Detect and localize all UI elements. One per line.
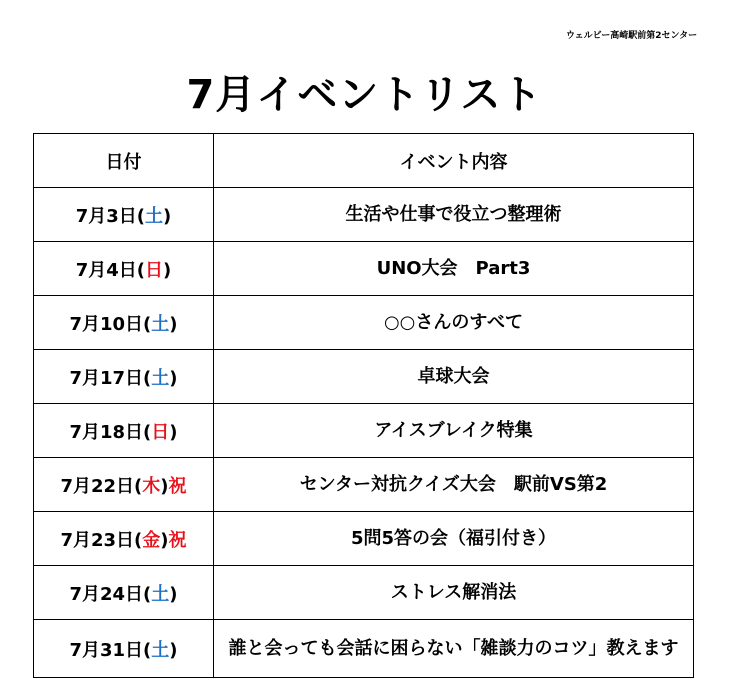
event-weekday: 木 (142, 475, 161, 497)
paren-close: ) (169, 421, 178, 443)
event-date-cell (34, 296, 214, 350)
table-row (34, 620, 694, 678)
event-date-cell (34, 188, 214, 242)
event-rows (34, 188, 694, 678)
table-row (34, 296, 694, 350)
event-name-cell (214, 458, 694, 512)
event-name-cell (214, 512, 694, 566)
table-row (34, 242, 694, 296)
table-row (34, 566, 694, 620)
event-weekday: 土 (145, 205, 164, 227)
event-name-cell (214, 404, 694, 458)
event-weekday: 土 (151, 367, 170, 389)
event-date-cell (34, 566, 214, 620)
table-header-row (34, 134, 694, 188)
table-row (34, 404, 694, 458)
holiday-mark: 祝 (168, 475, 187, 497)
event-date: 7月31日 (69, 639, 144, 661)
column-header-event: イベント内容 (214, 134, 694, 188)
event-date: 7月22日 (60, 475, 135, 497)
event-date: 7月24日 (69, 583, 144, 605)
paren-open: ( (134, 529, 143, 551)
event-name: ○○さんのすべて (383, 311, 524, 333)
paren-open: ( (134, 475, 143, 497)
event-date: 7月17日 (69, 367, 144, 389)
event-date-cell (34, 458, 214, 512)
event-date-cell (34, 242, 214, 296)
event-weekday: 日 (145, 259, 164, 281)
event-name: ストレス解消法 (390, 581, 517, 603)
event-date: 7月4日 (75, 259, 137, 281)
event-name-cell (214, 566, 694, 620)
event-name-cell (214, 242, 694, 296)
event-name: 誰と会っても会話に困らない「雑談力のコツ」教えます (228, 637, 679, 659)
event-date-cell (34, 512, 214, 566)
event-weekday: 土 (151, 313, 170, 335)
event-table (33, 133, 694, 678)
paren-close: ) (169, 583, 178, 605)
event-name-cell (214, 350, 694, 404)
table-row (34, 350, 694, 404)
paren-open: ( (143, 639, 152, 661)
table-row (34, 458, 694, 512)
paren-open: ( (143, 421, 152, 443)
table-row (34, 512, 694, 566)
event-name: センター対抗クイズ大会 駅前VS第2 (299, 473, 608, 495)
event-name: UNO大会 Part3 (376, 257, 531, 279)
table-row (34, 188, 694, 242)
event-weekday: 土 (151, 639, 170, 661)
page-title: 7月イベントリスト (186, 72, 543, 118)
event-date: 7月3日 (75, 205, 137, 227)
paren-open: ( (143, 313, 152, 335)
event-date: 7月10日 (69, 313, 144, 335)
event-name: アイスブレイク特集 (374, 419, 533, 441)
event-weekday: 金 (142, 529, 161, 551)
event-name: 生活や仕事で役立つ整理術 (345, 203, 562, 225)
organization-name: ウェルビー高崎駅前第2センター (566, 31, 698, 41)
paren-close: ) (160, 529, 169, 551)
paren-close: ) (169, 367, 178, 389)
event-name: 5問5答の会（福引付き） (350, 527, 557, 549)
paren-open: ( (136, 205, 146, 227)
event-weekday: 日 (151, 421, 170, 443)
event-date-cell (34, 350, 214, 404)
event-name-cell (214, 620, 694, 678)
event-date-cell (34, 404, 214, 458)
event-date-cell (34, 620, 214, 678)
event-name-cell (214, 188, 694, 242)
paren-open: ( (143, 583, 152, 605)
paren-close: ) (169, 639, 178, 661)
paren-close: ) (169, 313, 178, 335)
paren-open: ( (136, 259, 146, 281)
event-name-cell (214, 296, 694, 350)
holiday-mark: 祝 (168, 529, 187, 551)
event-name: 卓球大会 (417, 365, 490, 387)
event-date: 7月23日 (60, 529, 135, 551)
paren-close: ) (163, 259, 172, 281)
paren-close: ) (163, 205, 172, 227)
paren-open: ( (143, 367, 152, 389)
event-date: 7月18日 (69, 421, 144, 443)
column-header-date: 日付 (34, 134, 214, 188)
event-weekday: 土 (151, 583, 170, 605)
paren-close: ) (160, 475, 169, 497)
